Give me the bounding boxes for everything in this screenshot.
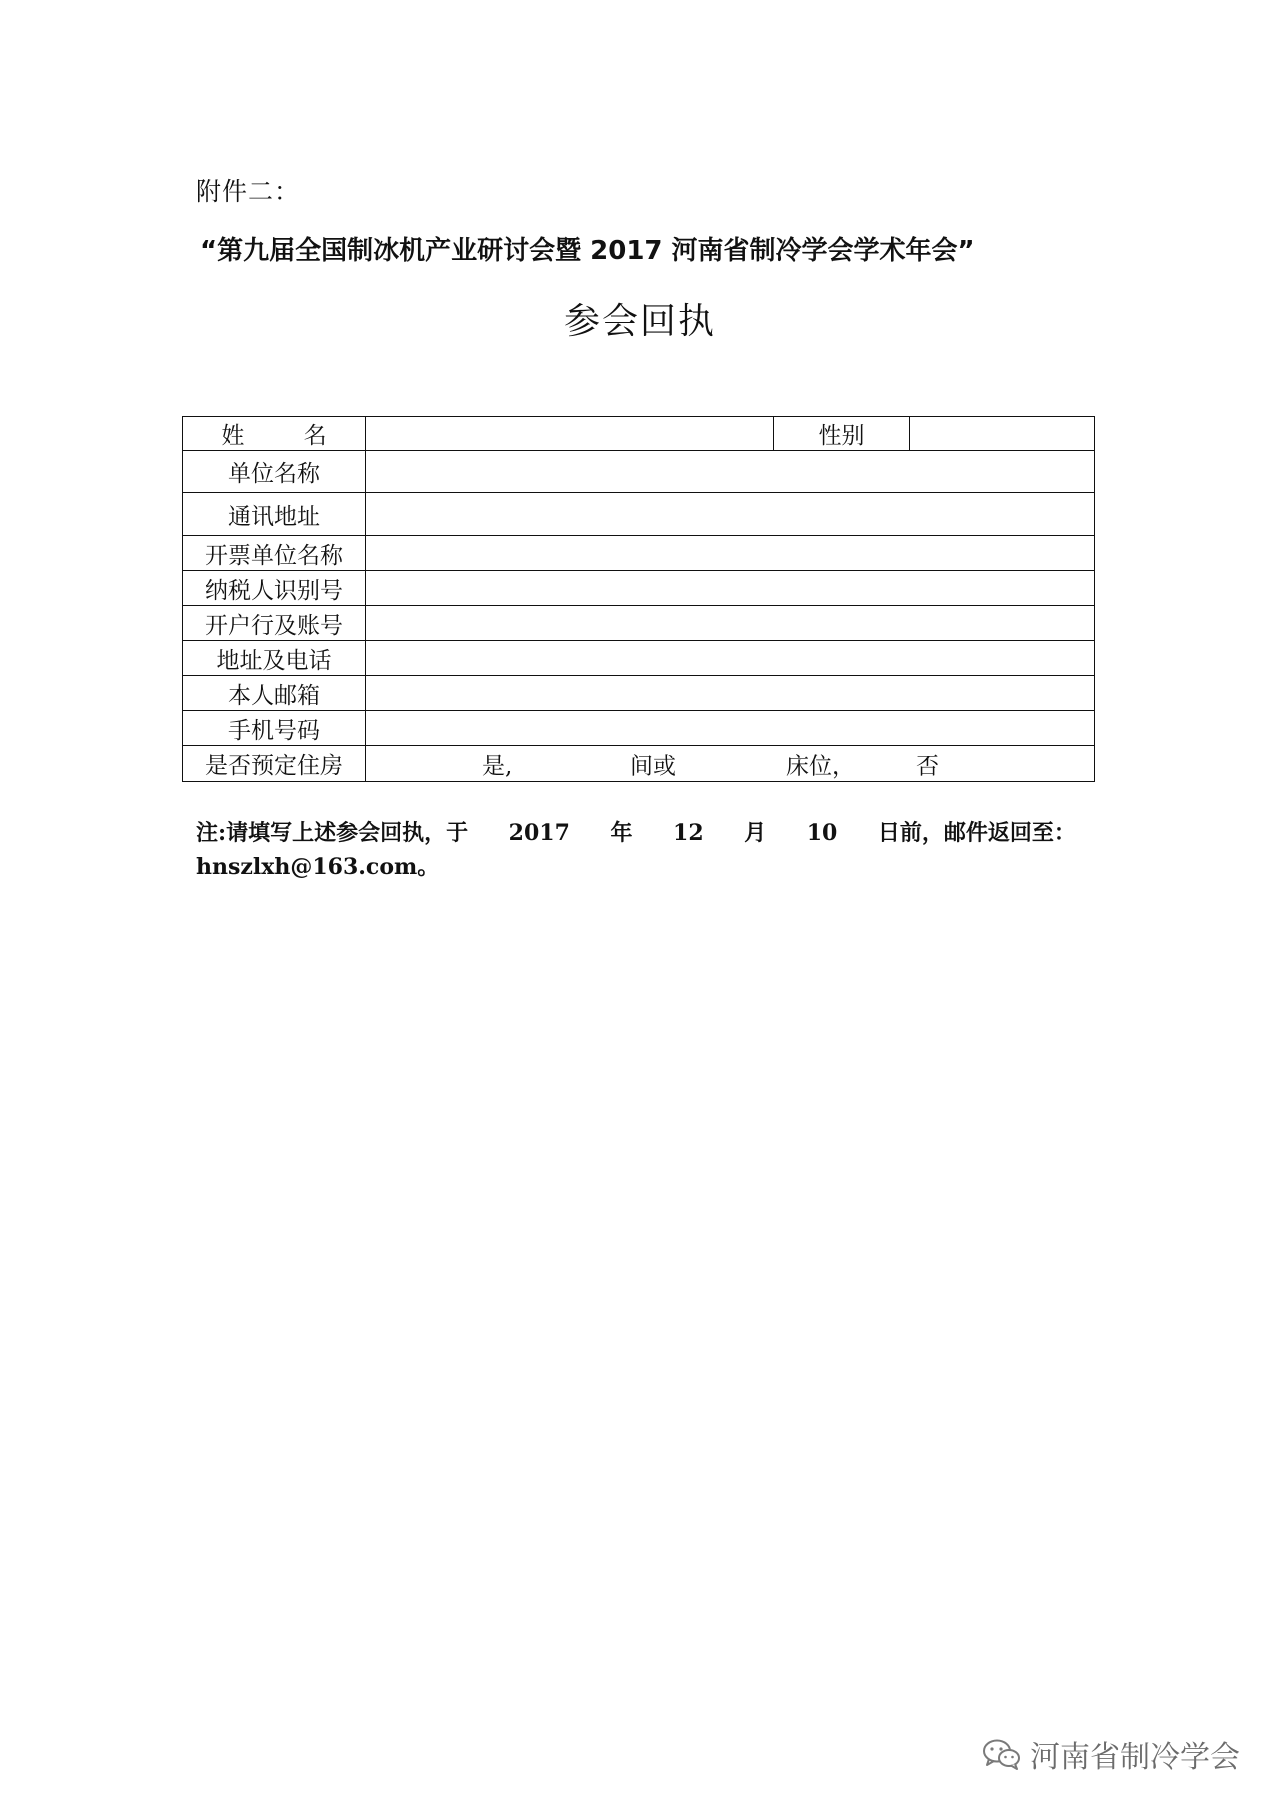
- form-row-email: [183, 676, 1095, 711]
- form-row-tax-id: [183, 571, 1095, 606]
- mobile-label: 手机号码: [183, 711, 366, 746]
- note-month-unit: 月: [744, 820, 767, 846]
- form-row-address-phone: [183, 641, 1095, 676]
- form-row-housing: [183, 746, 1095, 782]
- housing-no: 否: [916, 753, 939, 779]
- housing-rooms: 间或: [630, 753, 676, 779]
- bank-account-field[interactable]: [366, 606, 1095, 641]
- address-phone-field[interactable]: [366, 641, 1095, 676]
- name-field[interactable]: [366, 417, 774, 451]
- email-label: 本人邮箱: [183, 676, 366, 711]
- note-year: 2017: [508, 820, 570, 846]
- address-label: 通讯地址: [183, 493, 366, 536]
- note-line-1: [196, 816, 1076, 850]
- organization-field[interactable]: [366, 451, 1095, 493]
- organization-label: 单位名称: [183, 451, 366, 493]
- note-email[interactable]: hnszlxh@163.com。: [196, 854, 440, 880]
- form-row-invoice-company: [183, 536, 1095, 571]
- attachment-label: 附件二：: [196, 177, 301, 206]
- note-year-unit: 年: [610, 820, 633, 846]
- email-field[interactable]: [366, 676, 1095, 711]
- watermark-text: 河南省制冷学会: [1030, 1740, 1240, 1775]
- bank-account-label: 开户行及账号: [183, 606, 366, 641]
- form-row-bank-account: [183, 606, 1095, 641]
- tax-id-field[interactable]: [366, 571, 1095, 606]
- name-label: 姓 名: [183, 417, 366, 451]
- event-title: “第九届全国制冰机产业研讨会暨 2017 河南省制冷学会学术年会”: [200, 236, 975, 266]
- form-row-name: [183, 417, 1095, 451]
- watermark: [982, 1732, 1240, 1776]
- wechat-icon: [982, 1737, 1022, 1771]
- note-prefix: 注:请填写上述参会回执，于: [196, 820, 469, 846]
- gender-label: 性别: [774, 417, 910, 451]
- housing-beds: 床位，: [786, 753, 855, 779]
- note-day: 10: [806, 820, 838, 846]
- housing-yes: 是,: [482, 753, 513, 779]
- invoice-company-label: 开票单位名称: [183, 536, 366, 571]
- invoice-company-field[interactable]: [366, 536, 1095, 571]
- address-phone-label: 地址及电话: [183, 641, 366, 676]
- gender-field[interactable]: [910, 417, 1095, 451]
- housing-label: 是否预定住房: [183, 746, 366, 782]
- housing-field[interactable]: [366, 746, 1095, 782]
- address-field[interactable]: [366, 493, 1095, 536]
- form-row-address: [183, 493, 1095, 536]
- note-month: 12: [673, 820, 704, 846]
- registration-form: [182, 416, 1095, 782]
- note: [196, 816, 1076, 884]
- form-row-organization: [183, 451, 1095, 493]
- mobile-field[interactable]: [366, 711, 1095, 746]
- form-title: 参会回执: [563, 301, 716, 342]
- form-row-mobile: [183, 711, 1095, 746]
- tax-id-label: 纳税人识别号: [183, 571, 366, 606]
- note-suffix: 日前，邮件返回至：: [877, 820, 1076, 846]
